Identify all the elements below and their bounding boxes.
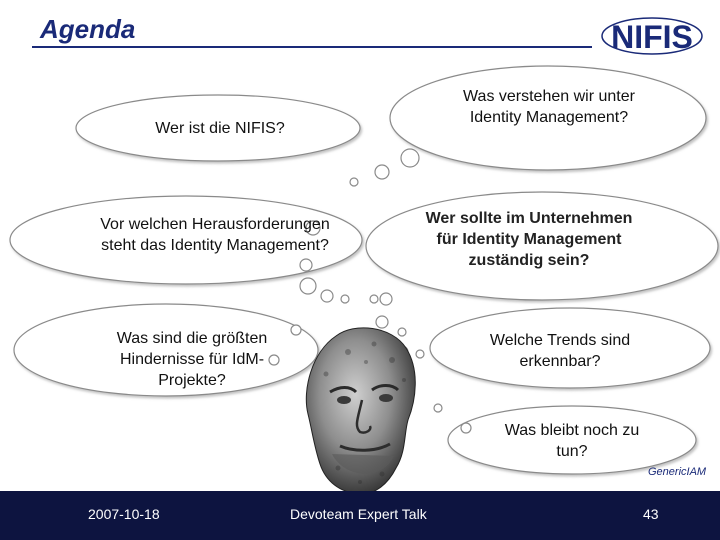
generic-iam-logo: GenericIAM	[648, 466, 707, 478]
footer-date: 2007-10-18	[88, 506, 160, 522]
thought-herausforderungen: Vor welchen Herausforderungen steht das Identity Management?	[100, 216, 330, 254]
footer-page-number: 43	[643, 506, 659, 522]
stone-head-image	[296, 322, 426, 502]
slide-title: Agenda	[40, 14, 136, 44]
footer-bar	[0, 491, 720, 540]
thought-tun: Was bleibt noch zu tun?	[504, 422, 640, 460]
thought-verstehen: Was verstehen wir unter Identity Management?	[463, 88, 635, 126]
footer-event: Devoteam Expert Talk	[290, 506, 427, 522]
thought-hindernisse: Was sind die größten Hindernisse für IdM-Projekte?	[116, 330, 268, 389]
thought-trends: Welche Trends sind erkennbar?	[489, 332, 631, 370]
thought-nifis: Wer ist die NIFIS?	[155, 120, 285, 137]
thought-zustaendig: Wer sollte im Unternehmen für Identity Management zuständig sein?	[425, 210, 633, 269]
logo-text: NIFIS	[611, 19, 693, 55]
